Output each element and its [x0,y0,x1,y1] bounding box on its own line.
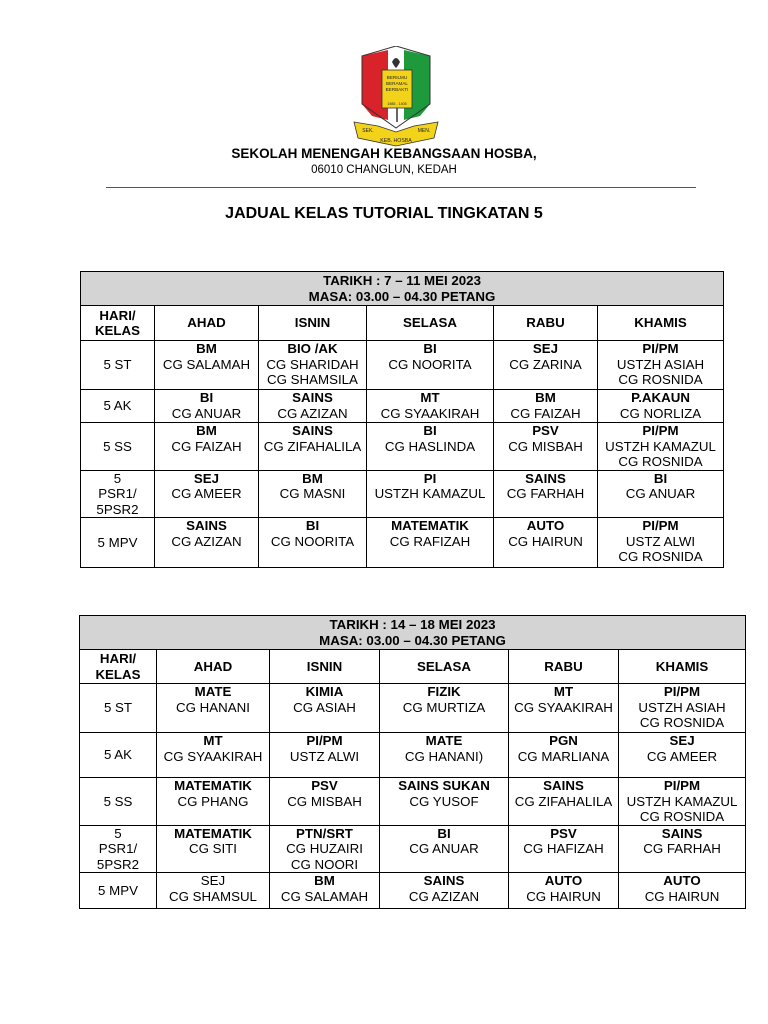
schedule-cell [380,873,509,909]
table-row [80,873,746,909]
schedule-cell [509,873,619,909]
corner-label: HARI/ [99,307,136,323]
teacher: CG NOORITA [270,533,355,549]
subject: SAINS [186,518,227,533]
class-name-cell [80,733,157,778]
teacher: CG AZIZAN [171,533,242,549]
corner-label: KELAS [94,323,141,338]
day-header: AHAD [155,306,259,341]
teacher: CG AZIZAN [277,405,348,421]
time-range: MASA: 03.00 – 04.30 PETANG [308,288,496,304]
schedule-cell [259,470,367,518]
subject: PI/PM [306,733,343,748]
subject: BM [196,341,217,356]
subject: BM [535,390,556,405]
teacher: CG HAIRUN [644,888,720,904]
subject: PGN [549,733,578,748]
teacher: CG MURTIZA [402,699,486,715]
table-row [81,423,724,471]
schedule-cell [380,825,509,873]
school-address: 06010 CHANGLUN, KEDAH [311,164,457,176]
school-name: SEKOLAH MENENGAH KEBANGSAAN HOSBA, [231,146,537,161]
teacher: CG SALAMAH [280,888,369,904]
subject: KIMIA [305,684,344,699]
class-name: 5PSR2 [96,501,139,517]
schedule-cell [259,341,367,390]
schedule-cell [619,873,746,909]
teacher: CG ANUAR [625,486,696,501]
day-header: SELASA [367,306,494,341]
teacher: CG HANANI) [404,748,484,764]
school-crest-logo [348,46,444,150]
subject: SAINS [292,390,333,405]
schedule-cell [155,390,259,423]
teacher: CG ROSNIDA [618,454,703,469]
subject: SAINS SUKAN [398,778,490,793]
header-cell-hari-kelas [81,306,155,341]
schedule-cell [509,684,619,733]
subject: SEJ [532,341,559,356]
schedule-cell [155,470,259,518]
class-name: 5 AK [103,747,133,763]
class-name-cell [80,873,157,909]
subject: PI/PM [663,684,701,699]
subject: AUTO [663,873,701,888]
teacher: CG MARLIANA [517,748,610,764]
table-row [80,825,746,873]
day-header: RABU [494,306,598,341]
schedule-cell [259,390,367,423]
class-name-cell [80,684,157,733]
subject: PI/PM [642,341,679,356]
teacher: CG ROSNIDA [618,372,703,387]
class-name: PSR1/ [98,841,138,856]
schedule-cell [380,733,509,778]
class-name: 5 AK [103,398,132,414]
subject: BI [305,518,320,533]
date-range: TARIKH : 14 – 18 MEI 2023 [329,617,496,632]
subject: SAINS [423,873,465,888]
teacher: USTZ ALWI [625,533,696,549]
schedule-cell [270,873,380,909]
subject: PI/PM [663,778,701,793]
table-row [81,341,724,390]
day-header: ISNIN [259,306,367,341]
teacher: USTZH KAMAZUL [374,486,486,501]
subject: MATEMATIK [391,518,469,533]
teacher: CG ROSNIDA [639,715,725,730]
teacher: CG ZARINA [509,356,582,372]
timetable-date-banner [80,616,746,650]
subject: BI [437,825,451,841]
subject: AUTO [544,873,583,888]
crest-motto-1: BERILMU [386,75,408,80]
crest-flame-icon [392,58,400,68]
schedule-cell [157,778,270,826]
crest-motto-3: BERBAKTI [385,87,409,92]
schedule-cell [598,341,724,390]
header-cell-hari-kelas [80,650,157,684]
crest-ribbon-right: MEN. [417,128,431,134]
schedule-cell [157,873,270,909]
class-name-cell [81,518,155,568]
teacher: CG ANUAR [409,841,479,856]
class-name: 5 SS [103,438,132,454]
subject: MATEMATIK [174,778,252,793]
teacher: CG ROSNIDA [618,549,703,564]
table-row [81,390,724,423]
subject: SEJ [669,733,695,748]
subject: SAINS [661,825,703,841]
schedule-cell [367,518,494,568]
subject: MATEMATIK [174,825,252,841]
schedule-cell [380,684,509,733]
subject: P.AKAUN [631,390,690,405]
class-name: 5PSR2 [96,856,140,872]
schedule-cell [494,423,598,471]
schedule-cell [157,825,270,873]
teacher: CG RAFIZAH [389,533,471,549]
schedule-cell [494,518,598,568]
subject: BM [196,423,217,438]
class-name: 5 MPV [98,882,138,898]
schedule-cell [509,778,619,826]
day-header: AHAD [157,650,270,684]
teacher: CG ZIFAHALILA [514,793,613,809]
corner-label: HARI/ [99,651,137,666]
teacher: USTZH ASIAH [638,699,726,715]
subject: PI/PM [642,518,679,533]
table-row [80,778,746,826]
teacher: USTZH ASIAH [616,356,705,372]
schedule-cell [367,423,494,471]
teacher: USTZH KAMAZUL [605,438,716,454]
subject: MT [203,733,223,748]
schedule-cell [270,733,380,778]
date-range: TARIKH : 7 – 11 MEI 2023 [323,273,481,288]
schedule-cell [259,423,367,471]
class-name: 5 ST [103,357,132,373]
teacher: CG AMEER [171,486,242,501]
teacher: CG NOORITA [388,356,472,372]
teacher: CG FAIZAH [171,438,242,454]
teacher: CG HAIRUN [508,533,583,549]
schedule-cell [270,684,380,733]
schedule-cell [619,778,746,826]
table-row [80,733,746,778]
teacher: CG HANANI [176,699,250,715]
subject: SAINS [543,778,584,793]
schedule-cell [619,733,746,778]
subject: BI [199,390,214,405]
schedule-cell [598,518,724,568]
teacher: CG FARHAH [506,486,585,501]
class-name: 5 [114,825,122,841]
subject: MT [553,684,574,699]
teacher: CG HAFIZAH [523,841,604,856]
schedule-cell [494,390,598,423]
day-header: SELASA [380,650,509,684]
teacher: CG MISBAH [508,438,583,454]
crest-year: 1985 - 1405 [387,102,407,106]
subject: SEJ [200,873,226,888]
timetable-date-banner [81,272,724,306]
table-row [81,470,724,518]
teacher: CG MASNI [279,486,346,501]
teacher: USTZ ALWI [289,748,360,764]
subject: PI [423,470,437,486]
class-name: 5 SS [103,793,133,809]
teacher: CG SHARIDAH [266,356,359,372]
teacher: CG PHANG [177,793,249,809]
teacher: CG SHAMSUL [169,888,257,904]
schedule-cell [598,423,724,471]
schedule-cell [494,341,598,390]
schedule-cell [367,470,494,518]
class-name-cell [81,390,155,423]
subject: BI [423,341,437,356]
class-name: 5 [113,470,122,486]
schedule-cell [619,684,746,733]
subject: SAINS [292,423,333,438]
crest-motto-2: BERAMAL [386,81,408,86]
teacher: CG ROSNIDA [639,809,725,824]
schedule-cell [155,423,259,471]
document-title: JADUAL KELAS TUTORIAL TINGKATAN 5 [225,205,543,222]
teacher: CG SITI [188,841,238,856]
subject: BI [653,470,668,486]
schedule-cell [270,825,380,873]
subject: MATE [194,684,232,699]
header-divider [106,187,696,188]
teacher: CG MISBAH [287,793,362,809]
day-header: KHAMIS [619,650,746,684]
corner-label: KELAS [95,666,141,682]
schedule-cell [509,825,619,873]
time-range: MASA: 03.00 – 04.30 PETANG [319,632,506,648]
teacher: CG AZIZAN [408,888,480,904]
schedule-cell [509,733,619,778]
subject: PSV [532,423,559,438]
class-name: PSR1/ [98,486,137,501]
table-row [81,518,724,568]
timetable-week-2 [79,615,746,909]
teacher: CG HAIRUN [526,888,601,904]
schedule-cell [157,733,270,778]
teacher: CG NORLIZA [619,405,702,421]
timetable-week-1 [80,271,724,568]
table-row [80,684,746,733]
schedule-cell [367,341,494,390]
subject: FIZIK [427,684,461,699]
class-name-cell [81,470,155,518]
class-name: 5 ST [103,700,133,716]
teacher: CG SYAAKIRAH [163,748,263,764]
subject: MATE [425,733,463,748]
subject: AUTO [526,518,565,533]
teacher: CG NOORI [290,856,359,872]
day-header: ISNIN [270,650,380,684]
teacher: CG HUZAIRI [286,841,363,856]
teacher: CG FAIZAH [510,405,581,421]
teacher: CG AMEER [646,748,718,764]
teacher: CG YUSOF [409,793,479,809]
schedule-cell [494,470,598,518]
crest-ribbon-left: SEK. [362,128,374,134]
teacher: USTZH KAMAZUL [626,793,738,809]
schedule-cell [157,684,270,733]
subject: PTN/SRT [296,825,353,841]
class-name-cell [81,423,155,471]
teacher: CG FARHAH [643,841,721,856]
teacher: CG ASIAH [293,699,356,715]
subject: SEJ [193,470,220,486]
day-header: KHAMIS [598,306,724,341]
schedule-cell [155,341,259,390]
class-name: 5 MPV [97,534,138,550]
teacher: CG SYAAKIRAH [514,699,613,715]
teacher: CG HASLINDA [384,438,476,454]
teacher: CG ANUAR [171,405,242,421]
class-name-cell [81,341,155,390]
schedule-cell [619,825,746,873]
schedule-cell [270,778,380,826]
schedule-cell [259,518,367,568]
subject: SAINS [525,470,566,486]
day-header: RABU [509,650,619,684]
subject: PSV [311,778,338,793]
schedule-cell [598,470,724,518]
class-name-cell [80,778,157,826]
schedule-cell [598,390,724,423]
teacher: CG SALAMAH [162,356,251,372]
schedule-cell [367,390,494,423]
subject: PI/PM [642,423,679,438]
schedule-cell [380,778,509,826]
schedule-cell [155,518,259,568]
crest-ribbon-center: KEB. HOSBA [380,138,412,144]
teacher: CG ZIFAHALILA [263,438,362,454]
teacher: CG SYAAKIRAH [380,405,480,421]
subject: BI [423,423,437,438]
subject: MT [420,390,440,405]
class-name-cell [80,825,157,873]
teacher: CG SHAMSILA [267,372,358,387]
subject: BIO /AK [287,341,338,356]
subject: BM [302,470,323,486]
subject: BM [314,873,335,888]
subject: PSV [550,825,577,841]
